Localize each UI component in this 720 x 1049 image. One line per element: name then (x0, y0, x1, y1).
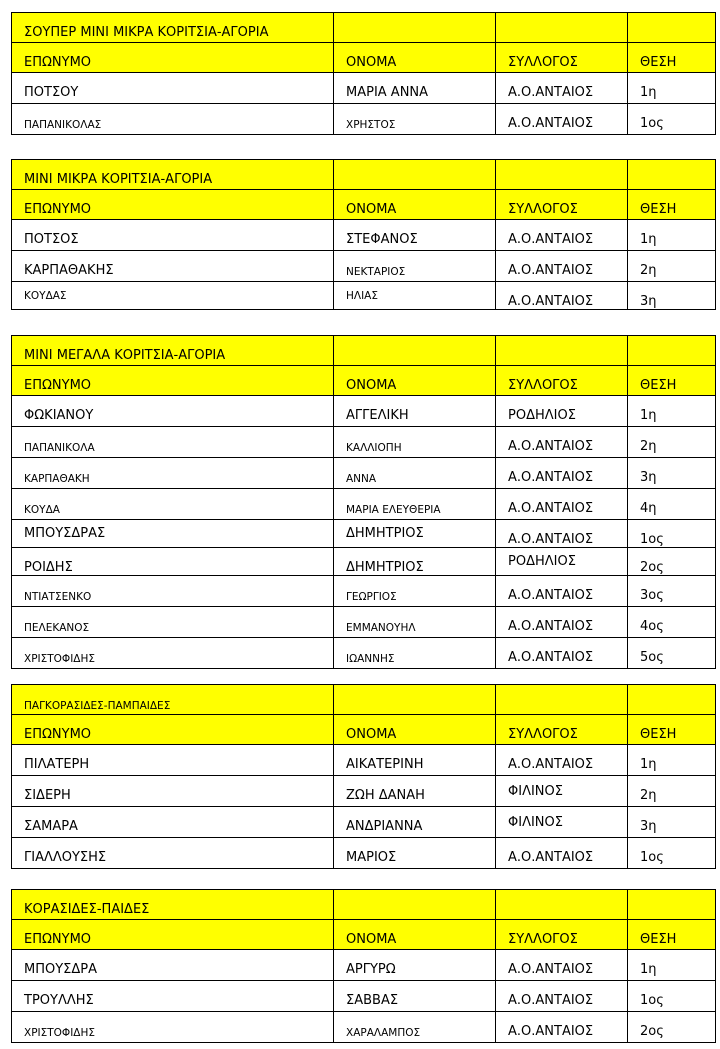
header-club: ΣΥΛΛΟΓΟΣ (496, 715, 628, 745)
place-cell: 3η (628, 807, 716, 838)
name-cell: ΓΕΩΡΓΙΟΣ (334, 576, 496, 607)
table-row (12, 607, 716, 638)
header-place: ΘΕΣΗ (628, 190, 716, 220)
header-place: ΘΕΣΗ (628, 43, 716, 73)
results-table-super-mini (11, 12, 716, 135)
club-cell: Α.Ο.ΑΝΤΑΙΟΣ (496, 282, 628, 310)
place-cell: 3η (628, 282, 716, 310)
header-surname: ΕΠΩΝΥΜΟ (12, 43, 334, 73)
name-cell: ΣΑΒΒΑΣ (334, 981, 496, 1012)
club-cell: Α.Ο.ΑΝΤΑΙΟΣ (496, 950, 628, 981)
surname-cell: ΣΙΔΕΡΗ (12, 776, 334, 807)
club-cell: Α.Ο.ΑΝΤΑΙΟΣ (496, 838, 628, 869)
name-cell: ΜΑΡΙΑ ΕΛΕΥΘΕΡΙΑ (334, 489, 496, 520)
club-cell: Α.Ο.ΑΝΤΑΙΟΣ (496, 251, 628, 282)
header-club: ΣΥΛΛΟΓΟΣ (496, 190, 628, 220)
header-place: ΘΕΣΗ (628, 920, 716, 950)
table-row (12, 73, 716, 104)
name-cell: ΜΑΡΙΟΣ (334, 838, 496, 869)
header-surname: ΕΠΩΝΥΜΟ (12, 920, 334, 950)
place-cell: 1η (628, 396, 716, 427)
table-row (12, 638, 716, 669)
surname-cell: ΚΟΥΔΑ (12, 489, 334, 520)
club-cell: Α.Ο.ΑΝΤΑΙΟΣ (496, 104, 628, 135)
table-row (12, 576, 716, 607)
place-cell: 2η (628, 427, 716, 458)
surname-cell: ΠΕΛΕΚΑΝΟΣ (12, 607, 334, 638)
surname-cell: ΚΑΡΠΑΘΑΚΗ (12, 458, 334, 489)
header-name: ΟΝΟΜΑ (334, 43, 496, 73)
place-cell: 1η (628, 745, 716, 776)
table-row (12, 838, 716, 869)
name-cell: ΝΕΚΤΑΡΙΟΣ (334, 251, 496, 282)
table-row (12, 548, 716, 576)
place-cell: 1ος (628, 981, 716, 1012)
section-title: ΜΙΝΙ ΜΙΚΡΑ ΚΟΡΙΤΣΙΑ-ΑΓΟΡΙΑ (12, 160, 334, 190)
table-row (12, 220, 716, 251)
surname-cell: ΠΑΠΑΝΙΚΟΛΑΣ (12, 104, 334, 135)
club-cell: Α.Ο.ΑΝΤΑΙΟΣ (496, 576, 628, 607)
column-header-row (12, 190, 716, 220)
table-row (12, 396, 716, 427)
name-cell: ΔΗΜΗΤΡΙΟΣ (334, 520, 496, 548)
section-title: ΣΟΥΠΕΡ ΜΙΝΙ ΜΙΚΡΑ ΚΟΡΙΤΣΙΑ-ΑΓΟΡΙΑ (12, 13, 334, 43)
club-cell: Α.Ο.ΑΝΤΑΙΟΣ (496, 981, 628, 1012)
column-header-row (12, 715, 716, 745)
section-title-row (12, 160, 716, 190)
header-surname: ΕΠΩΝΥΜΟ (12, 190, 334, 220)
table-row (12, 745, 716, 776)
section-title-row (12, 13, 716, 43)
surname-cell: ΠΙΛΑΤΕΡΗ (12, 745, 334, 776)
name-cell: ΔΗΜΗΤΡΙΟΣ (334, 548, 496, 576)
surname-cell: ΚΑΡΠΑΘΑΚΗΣ (12, 251, 334, 282)
header-surname: ΕΠΩΝΥΜΟ (12, 366, 334, 396)
name-cell: ΑΝΝΑ (334, 458, 496, 489)
club-cell: Α.Ο.ΑΝΤΑΙΟΣ (496, 427, 628, 458)
name-cell: ΧΡΗΣΤΟΣ (334, 104, 496, 135)
place-cell: 1ος (628, 104, 716, 135)
table-row (12, 981, 716, 1012)
name-cell: ΑΝΔΡΙΑΝΝΑ (334, 807, 496, 838)
place-cell: 2ος (628, 1012, 716, 1043)
header-name: ΟΝΟΜΑ (334, 920, 496, 950)
club-cell: Α.Ο.ΑΝΤΑΙΟΣ (496, 1012, 628, 1043)
name-cell: ΣΤΕΦΑΝΟΣ (334, 220, 496, 251)
name-cell: ΑΓΓΕΛΙΚΗ (334, 396, 496, 427)
place-cell: 1ος (628, 838, 716, 869)
place-cell: 1η (628, 220, 716, 251)
section-title: ΠΑΓΚΟΡΑΣΙΔΕΣ-ΠΑΜΠΑΙΔΕΣ (12, 685, 334, 715)
club-cell: Α.Ο.ΑΝΤΑΙΟΣ (496, 220, 628, 251)
name-cell: ΑΡΓΥΡΩ (334, 950, 496, 981)
name-cell: ΙΩΑΝΝΗΣ (334, 638, 496, 669)
club-cell: Α.Ο.ΑΝΤΑΙΟΣ (496, 638, 628, 669)
place-cell: 1ος (628, 520, 716, 548)
name-cell: ΜΑΡΙΑ ΑΝΝΑ (334, 73, 496, 104)
header-name: ΟΝΟΜΑ (334, 366, 496, 396)
header-club: ΣΥΛΛΟΓΟΣ (496, 920, 628, 950)
section-title: ΜΙΝΙ ΜΕΓΑΛΑ ΚΟΡΙΤΣΙΑ-ΑΓΟΡΙΑ (12, 336, 334, 366)
place-cell: 3η (628, 458, 716, 489)
header-name: ΟΝΟΜΑ (334, 715, 496, 745)
header-surname: ΕΠΩΝΥΜΟ (12, 715, 334, 745)
section-title-row (12, 336, 716, 366)
place-cell: 3ος (628, 576, 716, 607)
surname-cell: ΠΑΠΑΝΙΚΟΛΑ (12, 427, 334, 458)
surname-cell: ΧΡΙΣΤΟΦΙΔΗΣ (12, 638, 334, 669)
surname-cell: ΤΡΟΥΛΛΗΣ (12, 981, 334, 1012)
surname-cell: ΓΙΑΛΛΟΥΣΗΣ (12, 838, 334, 869)
place-cell: 4ος (628, 607, 716, 638)
table-row (12, 807, 716, 838)
name-cell: ΧΑΡΑΛΑΜΠΟΣ (334, 1012, 496, 1043)
results-table-pagkorasides (11, 684, 716, 869)
section-title: ΚΟΡΑΣΙΔΕΣ-ΠΑΙΔΕΣ (12, 890, 334, 920)
place-cell: 2η (628, 251, 716, 282)
surname-cell: ΜΠΟΥΣΔΡΑΣ (12, 520, 334, 548)
club-cell: ΡΟΔΗΛΙΟΣ (496, 396, 628, 427)
surname-cell: ΡΟΙΔΗΣ (12, 548, 334, 576)
club-cell: Α.Ο.ΑΝΤΑΙΟΣ (496, 458, 628, 489)
club-cell: ΡΟΔΗΛΙΟΣ (496, 548, 628, 576)
header-club: ΣΥΛΛΟΓΟΣ (496, 366, 628, 396)
name-cell: ΗΛΙΑΣ (334, 282, 496, 310)
table-row (12, 776, 716, 807)
surname-cell: ΚΟΥΔΑΣ (12, 282, 334, 310)
place-cell: 1η (628, 73, 716, 104)
table-row (12, 104, 716, 135)
header-place: ΘΕΣΗ (628, 715, 716, 745)
name-cell: ΖΩΗ ΔΑΝΑΗ (334, 776, 496, 807)
table-row (12, 251, 716, 282)
surname-cell: ΠΟΤΣΟΣ (12, 220, 334, 251)
column-header-row (12, 920, 716, 950)
surname-cell: ΦΩΚΙΑΝΟΥ (12, 396, 334, 427)
section-title-row (12, 890, 716, 920)
place-cell: 2ος (628, 548, 716, 576)
club-cell: Α.Ο.ΑΝΤΑΙΟΣ (496, 607, 628, 638)
results-table-korasides (11, 889, 716, 1043)
table-row (12, 1012, 716, 1043)
surname-cell: ΝΤΙΑΤΣΕΝΚΟ (12, 576, 334, 607)
name-cell: ΚΑΛΛΙΟΠΗ (334, 427, 496, 458)
table-row (12, 458, 716, 489)
place-cell: 4η (628, 489, 716, 520)
surname-cell: ΠΟΤΣΟΥ (12, 73, 334, 104)
name-cell: ΕΜΜΑΝΟΥΗΛ (334, 607, 496, 638)
column-header-row (12, 366, 716, 396)
club-cell: ΦΙΛΙΝΟΣ (496, 807, 628, 838)
surname-cell: ΧΡΙΣΤΟΦΙΔΗΣ (12, 1012, 334, 1043)
header-name: ΟΝΟΜΑ (334, 190, 496, 220)
club-cell: Α.Ο.ΑΝΤΑΙΟΣ (496, 520, 628, 548)
column-header-row (12, 43, 716, 73)
table-row (12, 282, 716, 310)
club-cell: ΦΙΛΙΝΟΣ (496, 776, 628, 807)
surname-cell: ΣΑΜΑΡΑ (12, 807, 334, 838)
place-cell: 2η (628, 776, 716, 807)
table-row (12, 520, 716, 548)
surname-cell: ΜΠΟΥΣΔΡΑ (12, 950, 334, 981)
club-cell: Α.Ο.ΑΝΤΑΙΟΣ (496, 73, 628, 104)
table-row (12, 489, 716, 520)
results-table-mini-large (11, 335, 716, 669)
results-table-mini-small (11, 159, 716, 310)
club-cell: Α.Ο.ΑΝΤΑΙΟΣ (496, 745, 628, 776)
club-cell: Α.Ο.ΑΝΤΑΙΟΣ (496, 489, 628, 520)
place-cell: 1η (628, 950, 716, 981)
header-club: ΣΥΛΛΟΓΟΣ (496, 43, 628, 73)
section-title-row (12, 685, 716, 715)
header-place: ΘΕΣΗ (628, 366, 716, 396)
name-cell: ΑΙΚΑΤΕΡΙΝΗ (334, 745, 496, 776)
place-cell: 5ος (628, 638, 716, 669)
table-row (12, 950, 716, 981)
table-row (12, 427, 716, 458)
